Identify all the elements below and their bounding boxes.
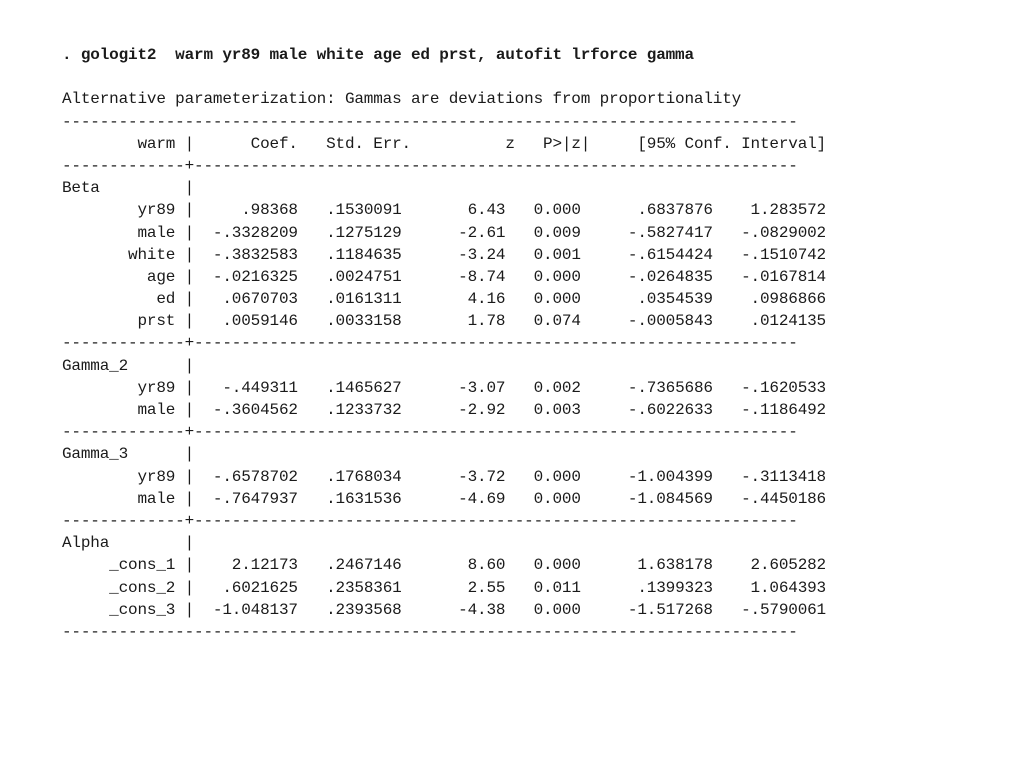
row-var: yr89 — [62, 467, 176, 486]
table-body — [62, 177, 826, 621]
section-header: Alpha | — [62, 534, 195, 553]
row-ci-high: -.1510742 — [712, 245, 826, 264]
row-p: 0.000 — [505, 556, 581, 575]
row-p: 0.011 — [505, 578, 581, 597]
row-p: 0.002 — [505, 378, 581, 397]
row-coef: -.3832583 — [194, 245, 298, 264]
row-ci-high: 2.605282 — [712, 556, 826, 575]
section-name: Gamma_2 — [62, 356, 129, 375]
row-coef: -1.048137 — [194, 600, 298, 619]
parameterization-note: Alternative parameterization: Gammas are deviations from proportionality — [62, 90, 742, 109]
table-header: warm | Coef. Std. Err. z P>|z| [95% Conf. Interval] — [62, 134, 826, 153]
rule-header-sep: -------------+---------------------------------------------------------------- — [62, 156, 798, 175]
row-ci-high: -.4450186 — [712, 489, 826, 508]
table-row: male | -.3604562 .1233732 -2.92 0.003 -.6022633 -.1186492 — [62, 401, 826, 419]
row-se: .1465627 — [297, 378, 402, 397]
row-ci-high: .0124135 — [712, 312, 826, 331]
row-p: 0.000 — [505, 600, 581, 619]
row-coef: -.3604562 — [194, 401, 298, 419]
row-ci-low: -.0264835 — [580, 267, 713, 286]
section-header: Beta | — [62, 179, 195, 198]
row-coef: .6021625 — [194, 578, 298, 597]
header-p: P>|z| — [514, 134, 591, 153]
row-se: .2393568 — [297, 600, 402, 619]
row-p: 0.009 — [505, 223, 581, 242]
row-ci-low: -.6022633 — [580, 401, 713, 419]
row-se: .1184635 — [297, 245, 402, 264]
row-se: .2467146 — [297, 556, 402, 575]
table-row: ed | .0670703 .0161311 4.16 0.000 .0354539 .0986866 — [62, 290, 826, 309]
table-row: yr89 | -.449311 .1465627 -3.07 0.002 -.7365686 -.1620533 — [62, 378, 826, 397]
row-p: 0.000 — [505, 467, 581, 486]
row-z: -2.61 — [401, 223, 506, 242]
row-var: age — [62, 267, 176, 286]
header-depvar: warm — [62, 134, 176, 153]
row-ci-low: .1399323 — [580, 578, 713, 597]
row-p: 0.000 — [505, 489, 581, 508]
row-se: .2358361 — [297, 578, 402, 597]
row-ci-high: -.0167814 — [712, 267, 826, 286]
row-se: .1530091 — [297, 201, 402, 220]
row-ci-low: 1.638178 — [580, 556, 713, 575]
row-var: male — [62, 401, 176, 419]
section-name: Alpha — [62, 534, 110, 553]
row-var: _cons_1 — [62, 556, 176, 575]
row-ci-low: -1.004399 — [580, 467, 713, 486]
table-row: prst | .0059146 .0033158 1.78 0.074 -.0005843 .0124135 — [62, 312, 826, 331]
table-row: male | -.3328209 .1275129 -2.61 0.009 -.5827417 -.0829002 — [62, 223, 826, 242]
section-header: Gamma_3 | — [62, 445, 195, 464]
row-ci-low: -.6154424 — [580, 245, 713, 264]
row-coef: .0670703 — [194, 290, 298, 309]
row-z: -3.24 — [401, 245, 506, 264]
row-var: _cons_3 — [62, 600, 176, 619]
row-var: white — [62, 245, 176, 264]
section-header: Gamma_2 | — [62, 356, 195, 375]
row-z: 1.78 — [401, 312, 506, 331]
row-coef: .98368 — [194, 201, 298, 220]
header-se: Std. Err. — [297, 134, 411, 153]
row-z: 6.43 — [401, 201, 506, 220]
row-p: 0.000 — [505, 267, 581, 286]
stata-output — [62, 44, 826, 643]
row-p: 0.003 — [505, 401, 581, 419]
row-ci-low: .6837876 — [580, 201, 713, 220]
table-row: yr89 | .98368 .1530091 6.43 0.000 .6837876 1.283572 — [62, 201, 826, 220]
row-z: -3.72 — [401, 467, 506, 486]
row-z: -8.74 — [401, 267, 506, 286]
row-ci-high: 1.064393 — [712, 578, 826, 597]
row-se: .1233732 — [297, 401, 402, 419]
header-z: z — [411, 134, 515, 153]
row-coef: 2.12173 — [194, 556, 298, 575]
row-coef: -.7647937 — [194, 489, 298, 508]
table-row: white | -.3832583 .1184635 -3.24 0.001 -.6154424 -.1510742 — [62, 245, 826, 264]
table-row: yr89 | -.6578702 .1768034 -3.72 0.000 -1.004399 -.3113418 — [62, 467, 826, 486]
table-row: _cons_3 | -1.048137 .2393568 -4.38 0.000 -1.517268 -.5790061 — [62, 600, 826, 619]
row-ci-high: -.1186492 — [712, 401, 826, 419]
rule-bottom: ------------------------------------------------------------------------------ — [62, 622, 798, 641]
table-row: _cons_2 | .6021625 .2358361 2.55 0.011 .1399323 1.064393 — [62, 578, 826, 597]
row-p: 0.000 — [505, 290, 581, 309]
row-coef: -.449311 — [194, 378, 298, 397]
row-ci-low: -.5827417 — [580, 223, 713, 242]
row-z: 2.55 — [401, 578, 506, 597]
row-se: .1275129 — [297, 223, 402, 242]
header-coef: Coef. — [194, 134, 298, 153]
blank-line — [62, 66, 826, 88]
row-se: .1768034 — [297, 467, 402, 486]
row-z: -4.38 — [401, 600, 506, 619]
row-ci-high: -.5790061 — [712, 600, 826, 619]
row-p: 0.001 — [505, 245, 581, 264]
row-ci-high: -.1620533 — [712, 378, 826, 397]
row-ci-high: -.3113418 — [712, 467, 826, 486]
row-coef: -.0216325 — [194, 267, 298, 286]
table-row: _cons_1 | 2.12173 .2467146 8.60 0.000 1.638178 2.605282 — [62, 556, 826, 575]
row-z: -2.92 — [401, 401, 506, 419]
row-var: yr89 — [62, 201, 176, 220]
row-var: prst — [62, 312, 176, 331]
row-ci-high: -.0829002 — [712, 223, 826, 242]
row-ci-high: 1.283572 — [712, 201, 826, 220]
row-coef: -.6578702 — [194, 467, 298, 486]
command-line: . gologit2 warm yr89 male white age ed prst, autofit lrforce gamma — [62, 46, 694, 64]
row-ci-low: -1.084569 — [580, 489, 713, 508]
rule-section-sep: -------------+---------------------------------------------------------------- — [62, 334, 798, 353]
row-var: male — [62, 223, 176, 242]
rule-section-sep: -------------+---------------------------------------------------------------- — [62, 423, 798, 442]
header-ci: [95% Conf. Interval] — [590, 134, 826, 153]
row-var: _cons_2 — [62, 578, 176, 597]
row-se: .1631536 — [297, 489, 402, 508]
table-row: male | -.7647937 .1631536 -4.69 0.000 -1.084569 -.4450186 — [62, 489, 826, 508]
row-p: 0.000 — [505, 201, 581, 220]
row-se: .0161311 — [297, 290, 402, 309]
row-ci-low: .0354539 — [580, 290, 713, 309]
table-row: age | -.0216325 .0024751 -8.74 0.000 -.0264835 -.0167814 — [62, 267, 826, 286]
row-coef: .0059146 — [194, 312, 298, 331]
row-var: male — [62, 489, 176, 508]
row-coef: -.3328209 — [194, 223, 298, 242]
row-var: ed — [62, 290, 176, 309]
row-z: 8.60 — [401, 556, 506, 575]
row-se: .0024751 — [297, 267, 402, 286]
row-var: yr89 — [62, 378, 176, 397]
rule-top: ------------------------------------------------------------------------------ — [62, 112, 798, 131]
row-ci-low: -1.517268 — [580, 600, 713, 619]
row-se: .0033158 — [297, 312, 402, 331]
section-name: Beta — [62, 179, 100, 198]
row-ci-low: -.7365686 — [580, 378, 713, 397]
row-ci-low: -.0005843 — [580, 312, 713, 331]
row-z: 4.16 — [401, 290, 506, 309]
row-ci-high: .0986866 — [712, 290, 826, 309]
row-z: -3.07 — [401, 378, 506, 397]
section-name: Gamma_3 — [62, 445, 129, 464]
row-p: 0.074 — [505, 312, 581, 331]
row-z: -4.69 — [401, 489, 506, 508]
rule-section-sep: -------------+---------------------------------------------------------------- — [62, 511, 798, 530]
